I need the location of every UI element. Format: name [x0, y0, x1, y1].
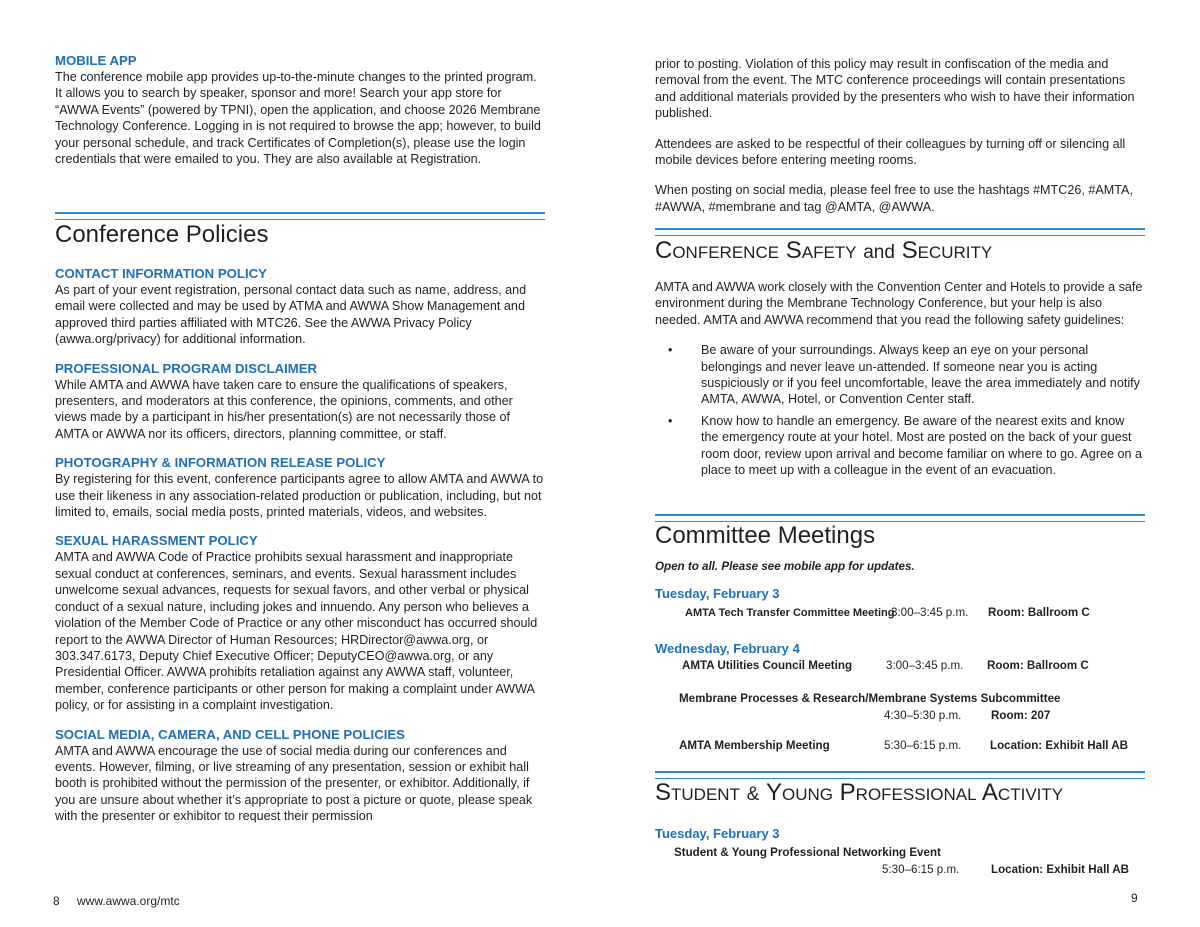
continued-text: When posting on social media, please feel free to use the hashtags #MTC26, #AMTA, #AWWA, #membrane and tag @AMTA, @AWWA. — [655, 183, 1133, 214]
policy-heading: PROFESSIONAL PROGRAM DISCLAIMER — [55, 360, 318, 376]
section-divider — [655, 228, 1145, 236]
continued-text: Attendees are asked to be respectful of their colleagues by turning off or silencing all mobile devices before entering meeting rooms. — [655, 136, 1126, 168]
title-part: & — [746, 784, 760, 805]
meeting-name: AMTA Utilities Council Meeting — [682, 659, 853, 672]
policy-text: By registering for this event, conference participants agree to allow AMTA and AWWA to use their likeness in any association-related production or publication, including, but not limited to, emails, social media posts, printed materials, videos, and websites. — [55, 472, 544, 520]
committee-note: Open to all. Please see mobile app for updates. — [655, 560, 915, 573]
day-heading: Tuesday, February 3 — [655, 826, 780, 841]
title-part: Student — [655, 779, 740, 806]
title-part: and — [863, 242, 895, 263]
title-part: Young Professional Activity — [765, 779, 1064, 806]
safety-bullet — [668, 413, 1145, 479]
safety-section — [655, 279, 1145, 478]
safety-security-title — [655, 237, 992, 267]
meeting-name: AMTA Membership Meeting — [679, 739, 830, 752]
meeting-time: 3:00–3:45 p.m. — [891, 606, 969, 619]
meeting-room: Room: 207 — [991, 709, 1051, 722]
policy-text: AMTA and AWWA Code of Practice prohibits sexual harassment and inappropriate sexual conduct at conferences, seminars, and events. Sexual harassment includes unwelcome sexual advances, requests for sexual favors, and other verbal or physical conduct of a sexual nature, including jokes and innuendo. Any person who believes a violation of the Member Code of Practice or any other misconduct has occurred should report to the AWWA Director of Human Resources; HRDirector@awwa.org, or 303.347.6173, Deputy Chief Executive Officer; DeputyCEO@awwa.org, or any Presidential Officer. AWWA prohibits retaliation against any AWWA staff, volunteer, member, conference participants or other person for making a complaint under AWWA policy, or for assisting in a complaint investigation. — [55, 550, 538, 713]
mobile-app-text: The conference mobile app provides up-to-the-minute changes to the printed program. It allows you to search by speaker, sponsor and more! Search your app store for “AWWA Events” (powered by TPNI), open the application, and choose 2026 Membrane Technology Conference. Logging in is not required to browse the app; however, to build your personal schedule, and track Certificates of Completion(s), please use the login credentials that were emailed to you. They are also available at Registration. — [55, 70, 541, 167]
meeting-name: AMTA Tech Transfer Committee Meeting — [685, 607, 895, 619]
policy-heading: SOCIAL MEDIA, CAMERA, AND CELL PHONE POLICIES — [55, 726, 405, 742]
bullet-text: Know how to handle an emergency. Be aware of the nearest exits and know the emergency route at your hotel. Most are posted on the back of your guest room door, review upon arrival and become familiar on where to go. Agree on a place to meet up with a colleague in the event of an evacuation. — [701, 413, 1143, 478]
student-activity — [655, 826, 1145, 886]
event-location: Location: Exhibit Hall AB — [991, 863, 1130, 876]
event-time: 5:30–6:15 p.m. — [882, 863, 960, 876]
policy-program-disclaimer — [55, 360, 545, 443]
policy-heading: CONTACT INFORMATION POLICY — [55, 266, 267, 281]
policy-photography-release — [55, 454, 545, 520]
section-divider — [655, 514, 1145, 522]
event-name: Student & Young Professional Networking Event — [674, 846, 941, 859]
title-part: Security — [901, 237, 993, 264]
footer-page-number: 9 — [1131, 891, 1138, 905]
safety-intro: AMTA and AWWA work closely with the Convention Center and Hotels to provide a safe environment during the Membrane Technology Conference, but your help is also needed. AMTA and AWWA recommend that you read the following safety guidelines: — [655, 280, 1143, 327]
day-heading: Wednesday, February 4 — [655, 641, 800, 656]
right-page — [655, 0, 1145, 927]
policy-social-media — [55, 726, 545, 825]
policies-list — [55, 265, 545, 825]
continued-text: prior to posting. Violation of this policy may result in confiscation of the media and removal from the event. The MTC conference proceedings will contain presentations and additional materials provided by the presenters who wish to have their information published. — [655, 57, 1135, 121]
policy-contact-information — [55, 265, 545, 348]
mobile-app-heading: MOBILE APP — [55, 53, 137, 68]
policy-text: As part of your event registration, personal contact data such as name, address, and email were collected and may be used by ATMA and AWWA Show Management and approved third parties affiliated with MTC26. See the AWWA Privacy Policy (awwa.org/privacy) for additional information. — [55, 283, 527, 347]
conference-policies-title: Conference Policies — [55, 221, 269, 248]
meeting-time: 4:30–5:30 p.m. — [884, 709, 962, 722]
bullet-marker: • — [668, 343, 673, 358]
committee-meetings-title: Committee Meetings — [655, 522, 876, 549]
day-heading: Tuesday, February 3 — [655, 586, 780, 601]
policy-text: AMTA and AWWA encourage the use of social media during our conferences and events. However, filming, or live streaming of any presentation, session or exhibit hall booth is prohibited without the permission of the presenter, or exhibitor. Additionally, if you are unsure about whether it’s appropriate to post a picture or quote, please speak with the presenter or exhibitor to request their permission — [55, 743, 533, 824]
policy-text: While AMTA and AWWA have taken care to ensure the qualifications of speakers, presenters, and moderators at this conference, the opinions, comments, and other views made by a participant in his/her presentation(s) are not necessarily those of AMTA or AWWA nor its officers, directors, planning committee, or staff. — [55, 377, 513, 441]
committee-meetings — [655, 559, 1145, 759]
safety-bullet — [668, 342, 1145, 408]
section-divider — [655, 771, 1145, 779]
bullet-text: Be aware of your surroundings. Always keep an eye on your personal belongings and never leave un-attended. If someone near you is acting suspiciously or if you feel uncomfortable, leave the area immediately and notify AMTA, AWWA, Hotel, or Convention Center staff. — [701, 343, 1140, 407]
footer-page-number: 8 — [53, 894, 60, 908]
meeting-room: Room: Ballroom C — [988, 606, 1090, 619]
left-page — [55, 0, 545, 927]
mobile-app-section — [55, 52, 545, 167]
meeting-time: 3:00–3:45 p.m. — [886, 659, 964, 672]
policy-heading: PHOTOGRAPHY & INFORMATION RELEASE POLICY — [55, 455, 386, 471]
student-activity-title — [655, 779, 1063, 809]
policy-continued — [655, 56, 1145, 215]
bullet-marker: • — [668, 413, 673, 428]
section-divider — [55, 212, 545, 220]
meeting-name: Membrane Processes & Research/Membrane Systems Subcommittee — [679, 692, 1061, 705]
meeting-time: 5:30–6:15 p.m. — [884, 739, 962, 752]
meeting-room: Room: Ballroom C — [987, 659, 1089, 672]
meeting-room: Location: Exhibit Hall AB — [990, 739, 1129, 752]
policy-sexual-harassment — [55, 532, 545, 713]
policy-heading: SEXUAL HARASSMENT POLICY — [55, 533, 258, 549]
title-part: Conference Safety — [655, 237, 857, 264]
footer-url: www.awwa.org/mtc — [77, 894, 180, 908]
